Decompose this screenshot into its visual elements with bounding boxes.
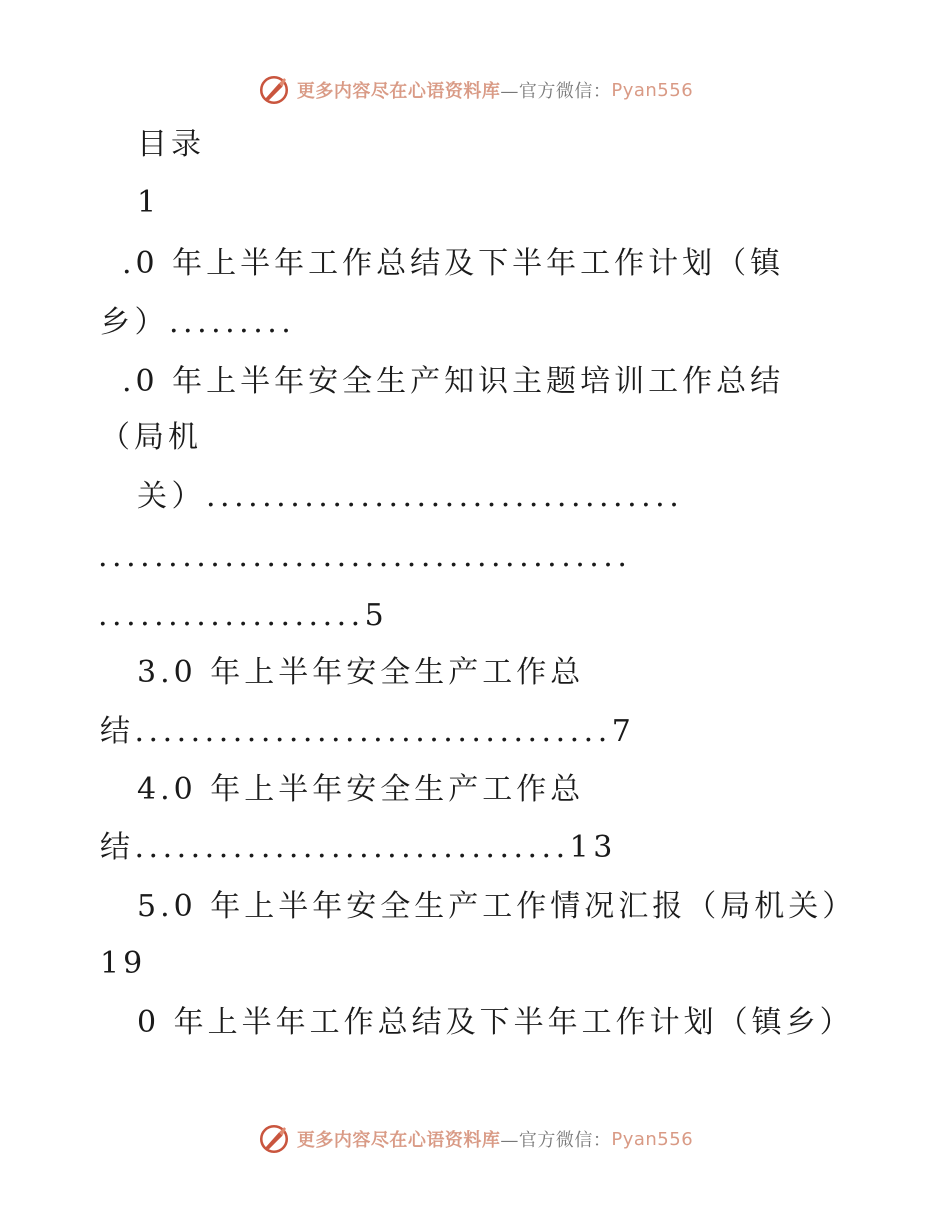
toc-line: 结..................................7 (100, 714, 636, 749)
watermark-id: Pyan556 (611, 79, 694, 101)
pen-nib-logo-icon (257, 73, 291, 107)
toc-line: （局机 (100, 420, 202, 455)
toc-line: 5.0 年上半年安全生产工作情况汇报（局机关） (137, 889, 857, 924)
toc-line: .0 年上半年安全生产知识主题培训工作总结 (122, 364, 785, 399)
pen-nib-logo-icon (257, 1122, 291, 1156)
toc-line: 关）.................................. (137, 479, 684, 514)
watermark-text: 更多内容尽在心语资料库 (296, 81, 501, 102)
watermark-id: Pyan556 (611, 1128, 694, 1150)
toc-line: ...................................... (98, 539, 632, 574)
toc-line: .0 年上半年工作总结及下半年工作计划（镇 (122, 246, 785, 281)
toc-title: 目录 (137, 127, 205, 162)
toc-line: 乡）......... (100, 305, 296, 340)
toc-line: 19 (100, 946, 147, 981)
toc-line: 1 (137, 185, 161, 220)
toc-line: 结...............................13 (100, 830, 617, 865)
toc-line: 0 年上半年工作总结及下半年工作计划（镇乡） (137, 1005, 854, 1040)
toc-line: 3.0 年上半年安全生产工作总 (137, 655, 585, 690)
footer-watermark (0, 1119, 950, 1159)
toc-line: 4.0 年上半年安全生产工作总 (137, 772, 585, 807)
watermark-dash: —官方微信： (500, 81, 612, 102)
watermark-text: 更多内容尽在心语资料库 (296, 1130, 501, 1151)
watermark-dash: —官方微信： (500, 1130, 612, 1151)
header-watermark (0, 70, 950, 110)
toc-line: ...................5 (98, 598, 389, 633)
